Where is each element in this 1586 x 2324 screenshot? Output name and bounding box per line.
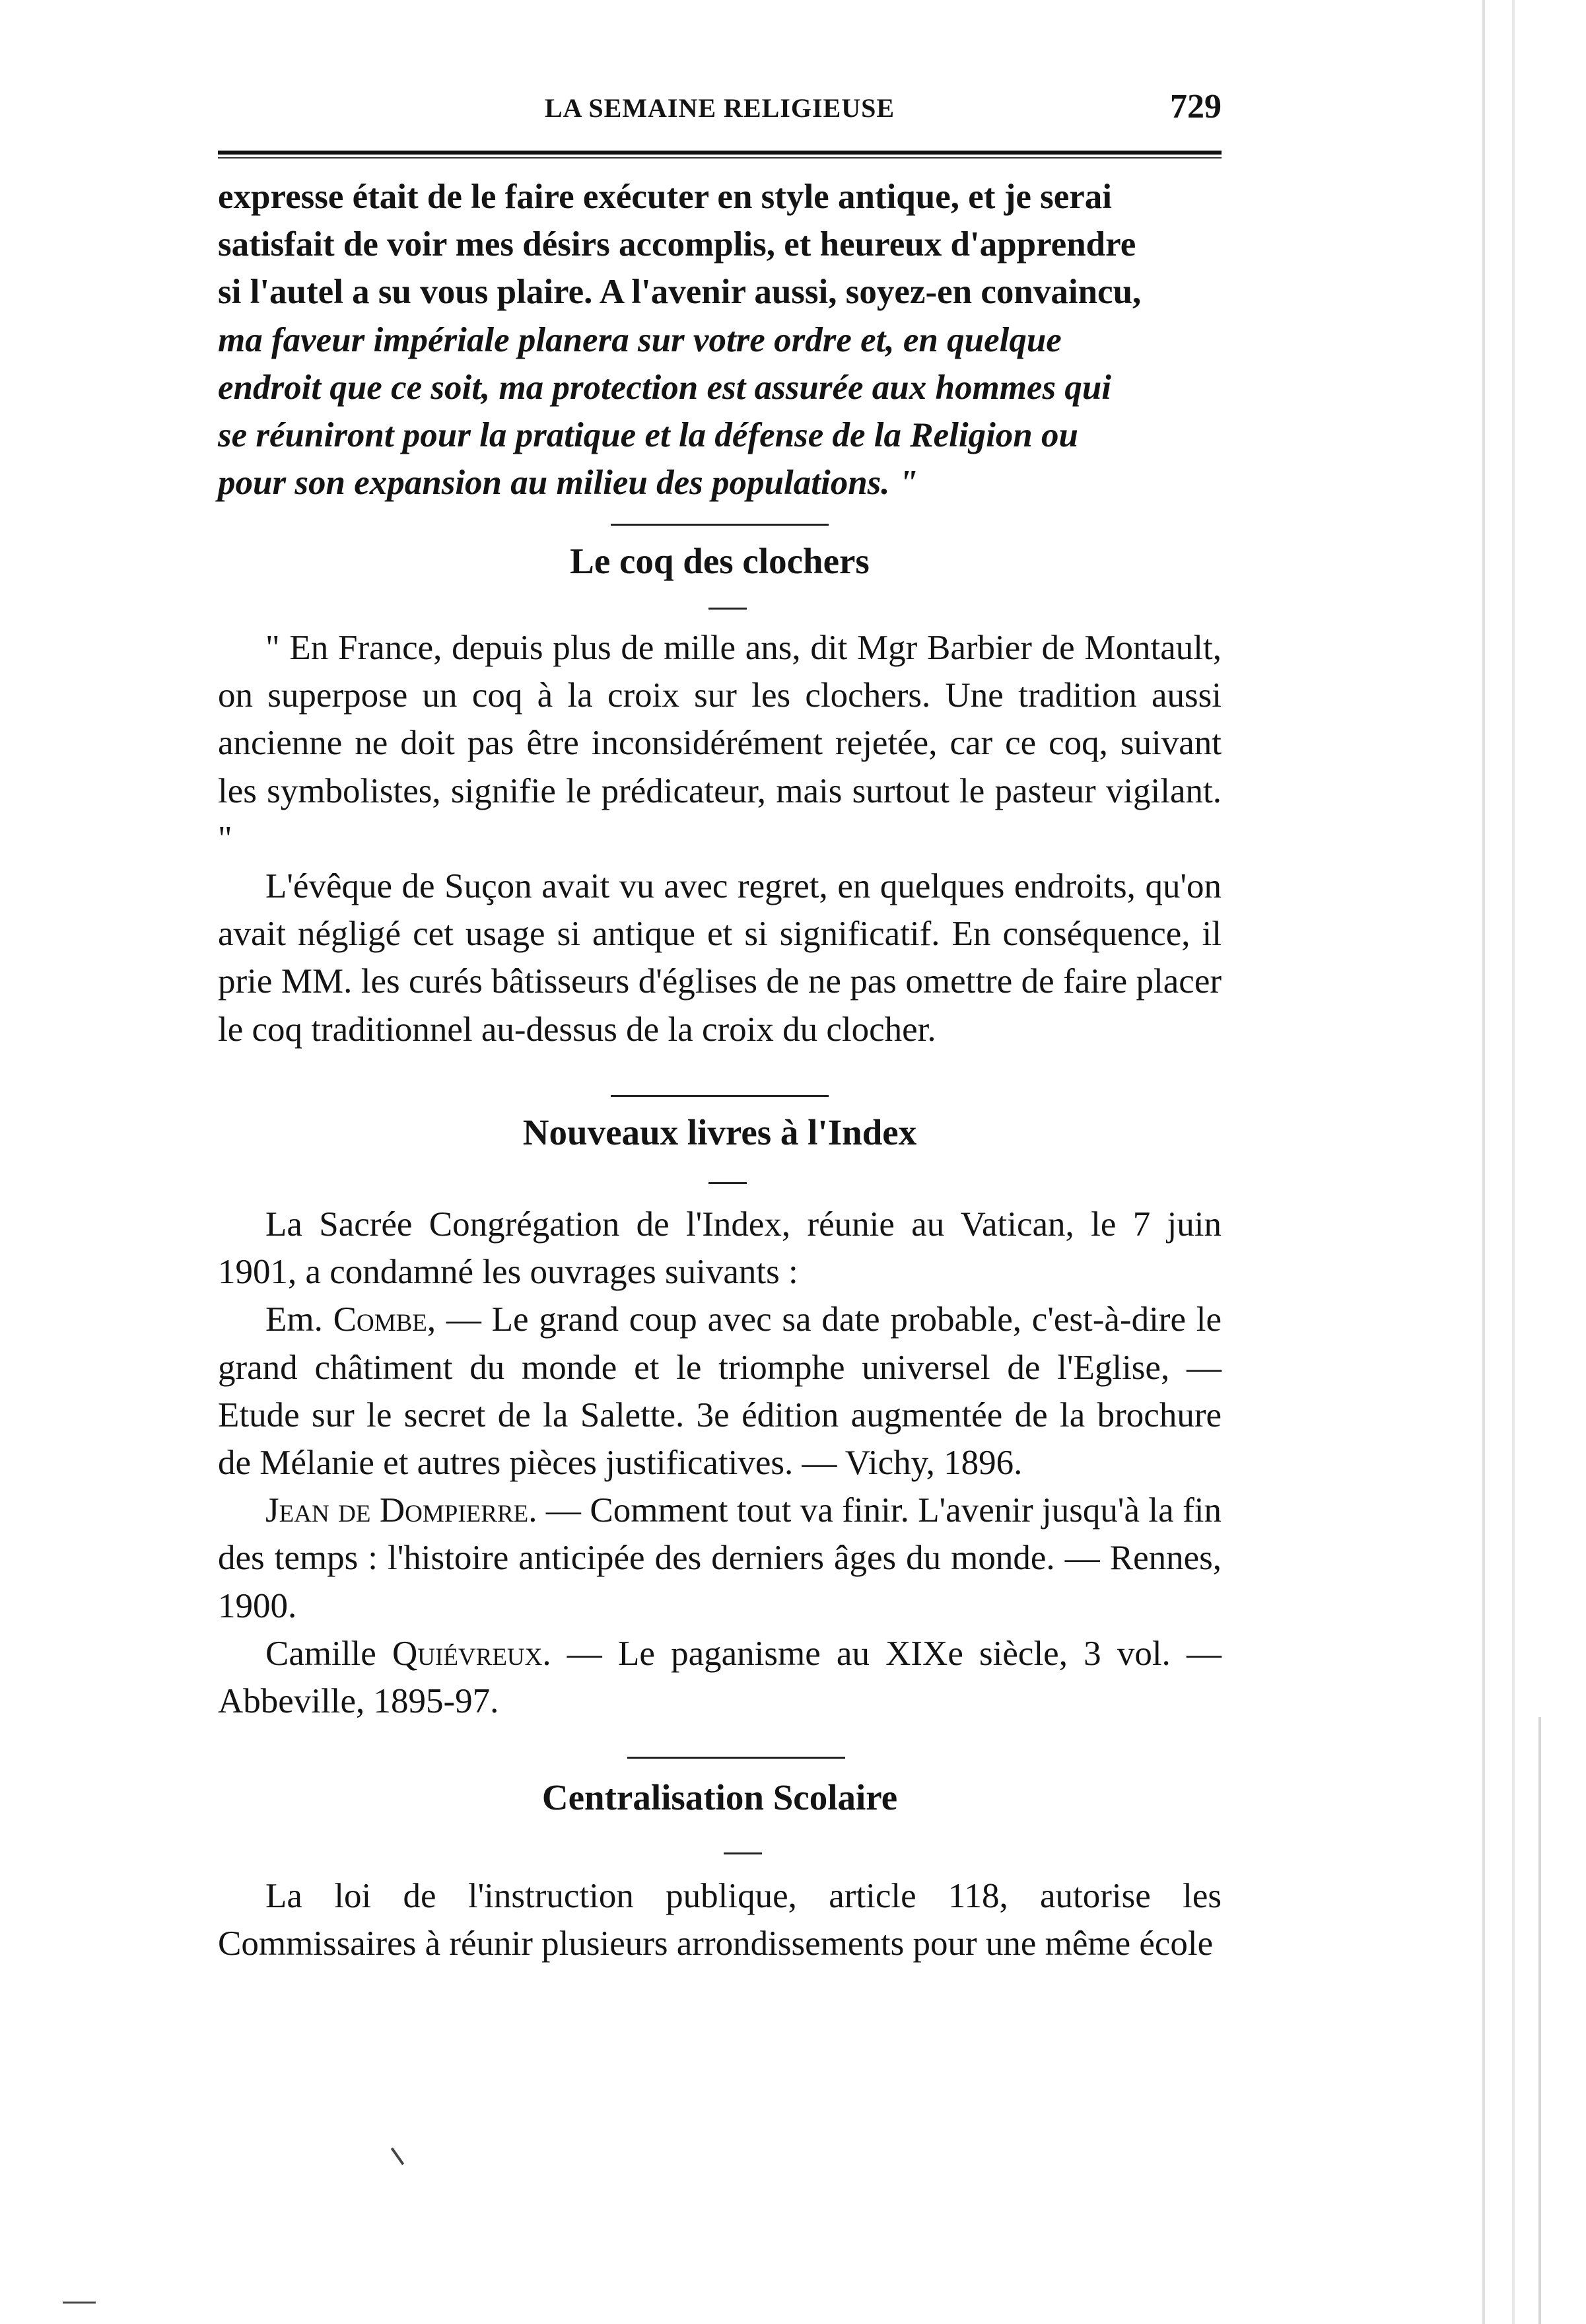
scan-edge-noise [1512,0,1515,2324]
index-entry [218,1296,1222,1487]
letter-continuation [218,173,1222,507]
page-number: 729 [1170,88,1222,125]
running-title: LA SEMAINE RELIGIEUSE [544,93,895,123]
text-line: satisfait de voir mes désirs accomplis, et heureux d'apprendre [218,225,1136,264]
index-entry [218,1487,1222,1630]
page-header [218,88,1222,139]
entry-text: . — Le paganisme au XIXe siècle, 3 vol. — Abbeville, 1895-97. [218,1634,1222,1721]
italic-line: se réuniront pour la pratique et la défense de la Religion ou [218,416,1079,455]
section-centralisation-body [218,1872,1222,1967]
scan-mark [391,2148,404,2166]
entry-author-prefix: Em. [265,1300,333,1339]
section-divider [627,1757,845,1759]
paragraph: La loi de l'instruction publique, article 118, autorise les Commissaires à réunir plusieurs arrondissements pour une même école [218,1877,1222,1963]
index-entry [218,1630,1222,1725]
italic-line: ma faveur impériale planera sur votre ordre et, en quelque [218,320,1062,359]
entry-author: Quiévreux [392,1634,543,1673]
paragraph: La Sacrée Congrégation de l'Index, réunie au Vatican, le 7 juin 1901, a condamné les ouvrages suivants : [218,1205,1222,1292]
section-divider [611,524,829,526]
section-index-body [218,1201,1222,1725]
text-line: expresse était de le faire exécuter en style antique, et je serai [218,178,1113,216]
section-coq-body [218,624,1222,1053]
paragraph: " En France, depuis plus de mille ans, dit Mgr Barbier de Montault, on superpose un coq à la croix sur les clochers. Une tradition aussi ancienne ne doit pas être inconsidérément rejetée, car ce coq, suivant les symbolistes, signifie le prédicateur, mais surtout le pasteur vigilant. " [218,629,1222,858]
section-title-index: Nouveaux livres à l'Index [522,1112,917,1152]
text-line: si l'autel a su vous plaire. A l'avenir aussi, soyez-en convaincu, [218,273,1142,312]
title-underline [708,608,747,610]
entry-author: Jean de Dompierre [265,1491,529,1530]
section-title-centralisation: Centralisation Scolaire [541,1777,898,1817]
section-divider [611,1095,829,1097]
entry-author-prefix: Camille [265,1634,392,1673]
title-underline [724,1852,762,1854]
title-underline [708,1182,747,1184]
section-title-coq: Le coq des clochers [570,541,870,581]
italic-line: endroit que ce soit, ma protection est assurée aux hommes qui [218,368,1112,407]
header-rule [218,151,1222,155]
entry-text: . — Comment tout va finir. L'avenir jusqu'à la fin des temps : l'histoire anticipée des derniers âges du monde. — Rennes, 1900. [218,1491,1222,1625]
italic-line: pour son expansion au milieu des populations. " [218,464,918,503]
entry-author: Combe [333,1300,427,1339]
scan-mark [63,2302,96,2304]
paragraph: L'évêque de Suçon avait vu avec regret, en quelques endroits, qu'on avait négligé cet usage si antique et si significatif. En conséquence, il prie MM. les curés bâtisseurs d'églises de ne pas omettre de faire placer le coq traditionnel au-dessus de la croix du clocher. [218,867,1222,1049]
header-rule-thin [218,157,1222,158]
scan-edge-noise [1538,1717,1541,2324]
scan-edge-noise [1482,0,1485,2324]
entry-text: , — Le grand coup avec sa date probable, c'est-à-dire le grand châtiment du monde et le triomphe universel de l'Eglise, — Etude sur le secret de la Salette. 3e édition augmentée de la brochure de Mélanie et autres pièces justificatives. — Vichy, 1896. [218,1300,1222,1483]
